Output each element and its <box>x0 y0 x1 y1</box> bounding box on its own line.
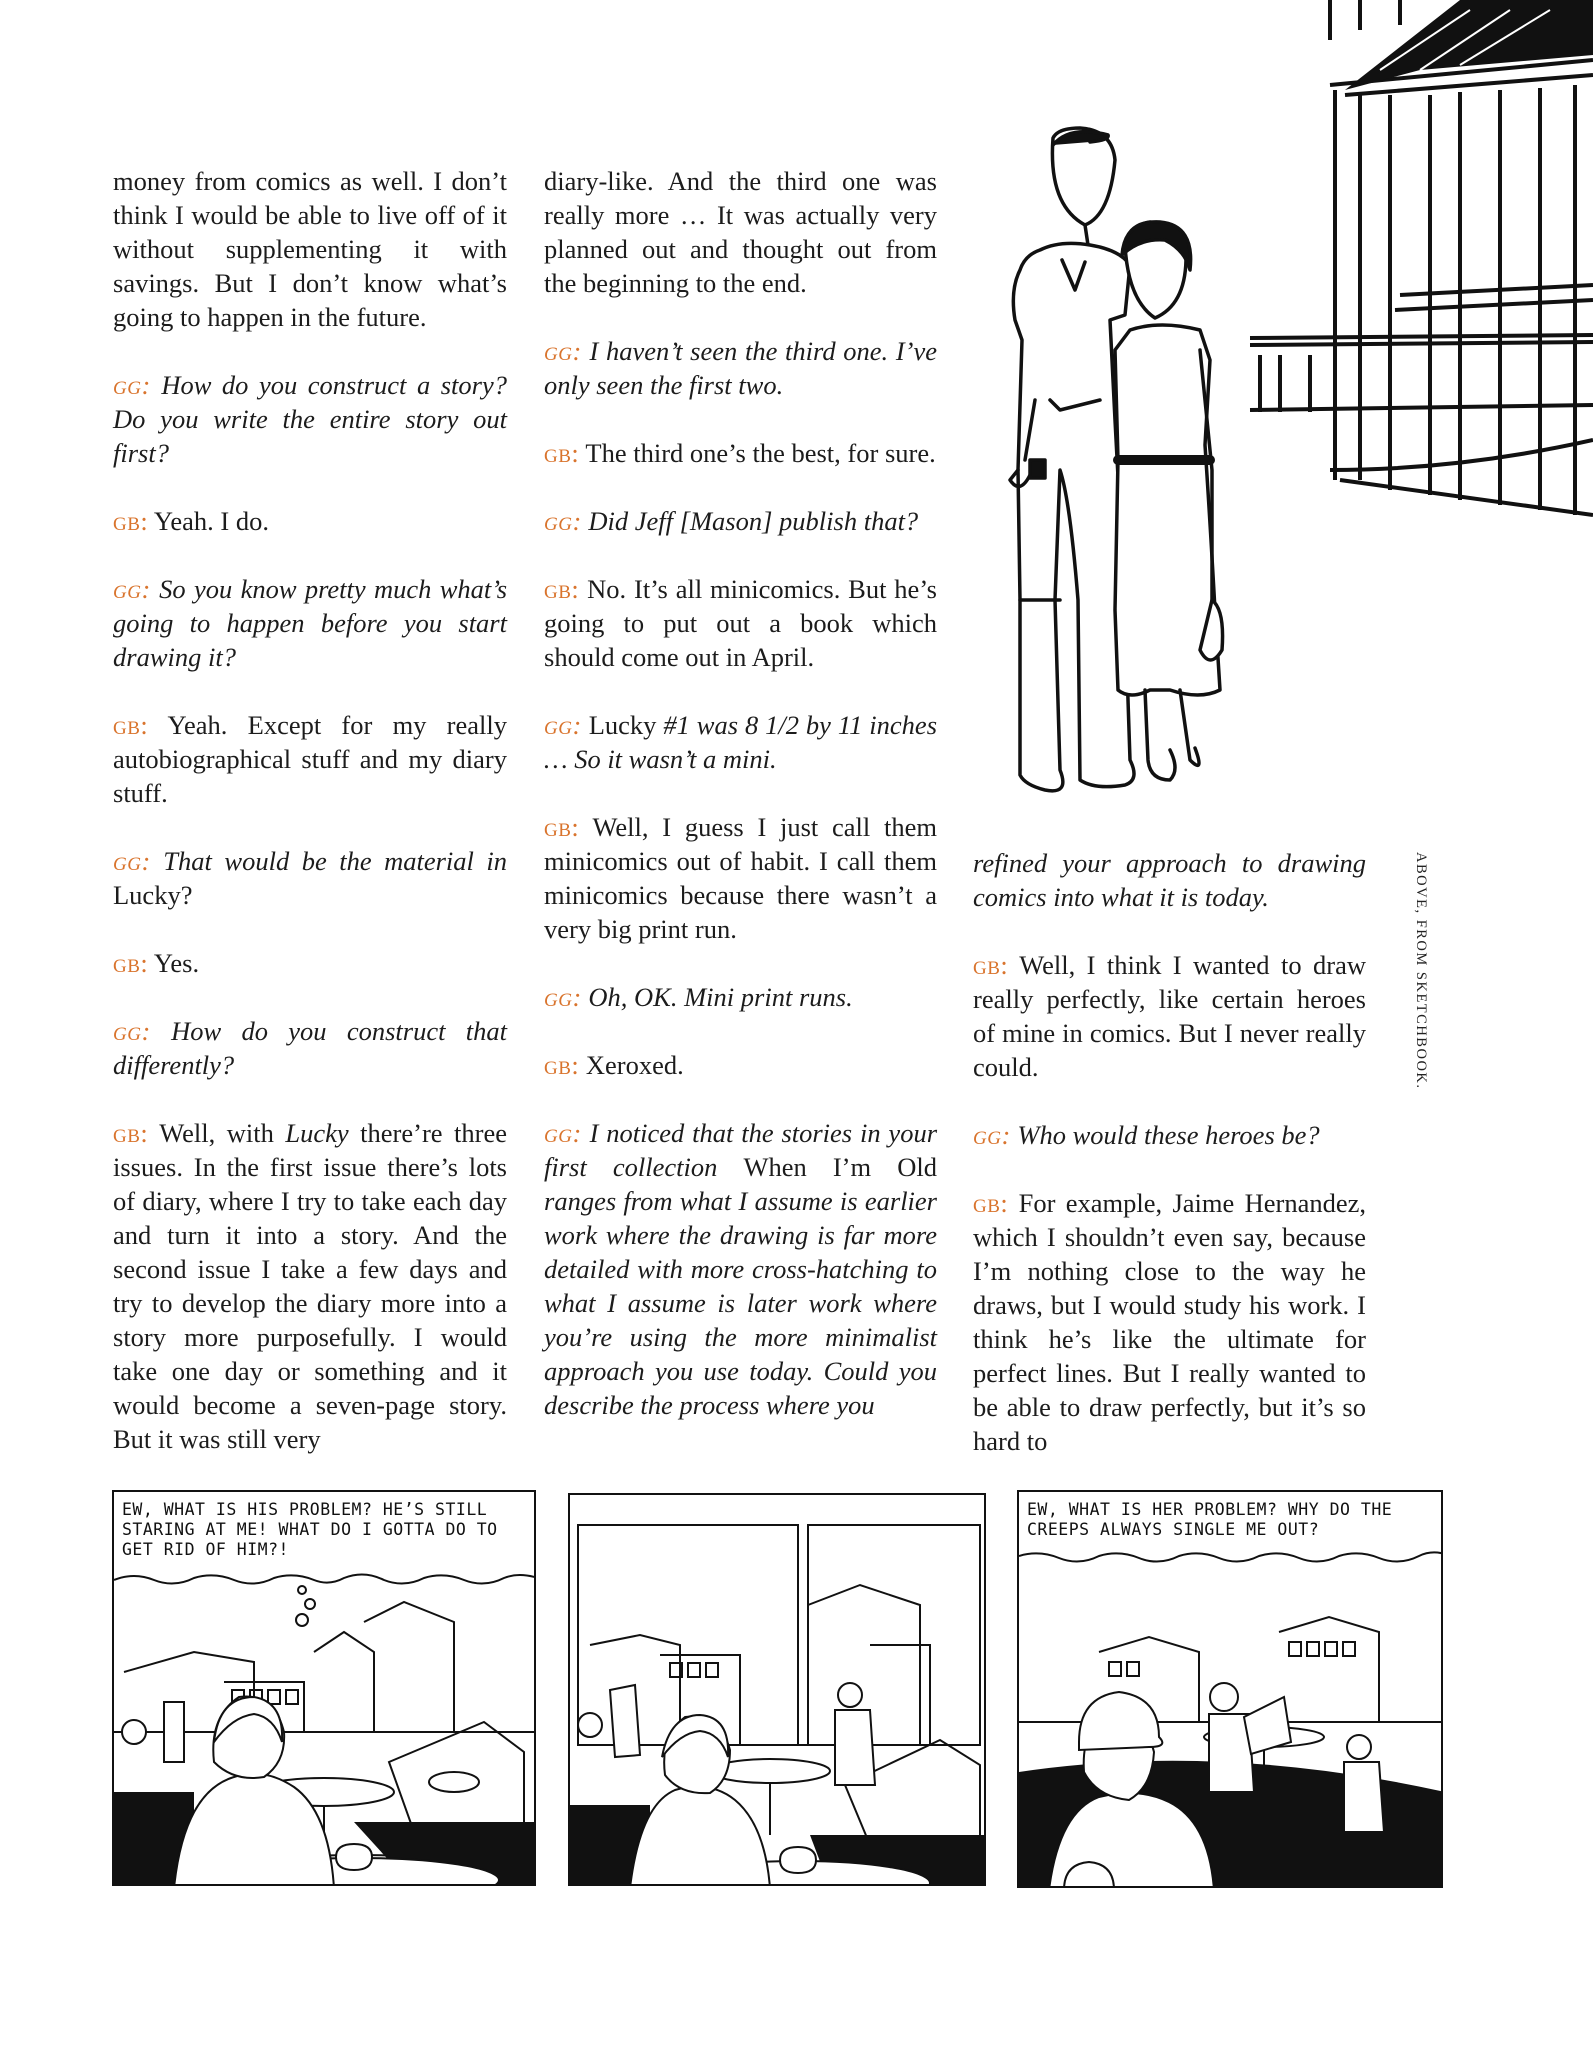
question: gg: How do you construct a story? Do you write the entire story out first? <box>113 370 507 468</box>
comic-panel-2 <box>568 1493 986 1886</box>
answer: gb: Well, with Lucky there’re three issues. In the first issue there’s lots of diary, where I try to take each day and turn it into a story. And the second issue I take a few days and try to develop the diary more into a story more purposefully. I would take one day or something and it would become a seven-page story. But it was still very <box>113 1118 507 1454</box>
question: gg: I noticed that the stories in your first collection When I’m Old ranges from what I assume is earlier work where the drawing is far more detailed with more cross-hatching to what I assume is later work where you’re using the more minimalist approach you use today. Could you describe the process where you <box>544 1118 938 1420</box>
question: gg: That would be the material in Lucky? <box>113 846 508 910</box>
answer: gb: Yeah. I do. <box>113 506 270 536</box>
question: gg: Did Jeff [Mason] publish that? <box>544 506 919 536</box>
paragraph: money from comics as well. I don’t think I would be able to live off of it without supplementing it with savings. But I don’t know what’s going to happen in the future. <box>113 166 507 332</box>
question: gg: Lucky #1 was 8 1/2 by 11 inches … So it wasn’t a mini. <box>544 710 938 774</box>
side-caption: ABOVE, FROM SKETCHBOOK. <box>1413 852 1429 1090</box>
question: gg: So you know pretty much what’s going to happen before you start drawing it? <box>113 574 508 672</box>
text-column-3 <box>973 846 1366 1458</box>
answer: gb: For example, Jaime Hernandez, which I shouldn’t even say, because I’m nothing close to the way he draws, but I would study his work. I think he’s like the ultimate for perfect lines. But I really wanted to be able to draw perfectly, but it’s so hard to <box>973 1188 1367 1456</box>
question: gg: Who would these heroes be? <box>973 1120 1320 1150</box>
speech-balloon: EW, WHAT IS HER PROBLEM? WHY DO THE CREEPS ALWAYS SINGLE ME OUT? <box>1027 1500 1393 1539</box>
comic-panel-3 <box>1017 1490 1443 1888</box>
answer: gb: Yes. <box>113 948 200 978</box>
question: gg: Oh, OK. Mini print runs. <box>544 982 853 1012</box>
answer: gb: The third one’s the best, for sure. <box>544 438 936 468</box>
answer: gb: No. It’s all minicomics. But he’s going to put out a book which should come out in April. <box>544 574 937 672</box>
question: gg: I haven’t seen the third one. I’ve only seen the first two. <box>544 336 937 400</box>
text-column-1 <box>113 164 507 1456</box>
panel-2-art <box>570 1495 986 1886</box>
question: refined your approach to drawing comics into what it is today. <box>973 848 1366 912</box>
panel-3-art <box>1019 1492 1443 1888</box>
answer: gb: Xeroxed. <box>544 1050 684 1080</box>
text-column-2 <box>544 164 937 1422</box>
comic-panel-1 <box>112 1490 536 1886</box>
answer: gb: Yeah. Except for my really autobiographical stuff and my diary stuff. <box>113 710 507 808</box>
speech-balloon: EW, WHAT IS HIS PROBLEM? HE’S STILL STARING AT ME! WHAT DO I GOTTA DO TO GET RID OF HIM?! <box>122 1500 498 1559</box>
answer: gb: Well, I think I wanted to draw really perfectly, like certain heroes of mine in comics. But I never really could. <box>973 950 1366 1082</box>
paragraph: diary-like. And the third one was really more … It was actually very planned out and thought out from the beginning to the end. <box>544 166 937 298</box>
answer: gb: Well, I guess I just call them minicomics out of habit. I call them minicomics because there wasn’t a very big print run. <box>544 812 937 944</box>
question: gg: How do you construct that differently? <box>113 1016 507 1080</box>
